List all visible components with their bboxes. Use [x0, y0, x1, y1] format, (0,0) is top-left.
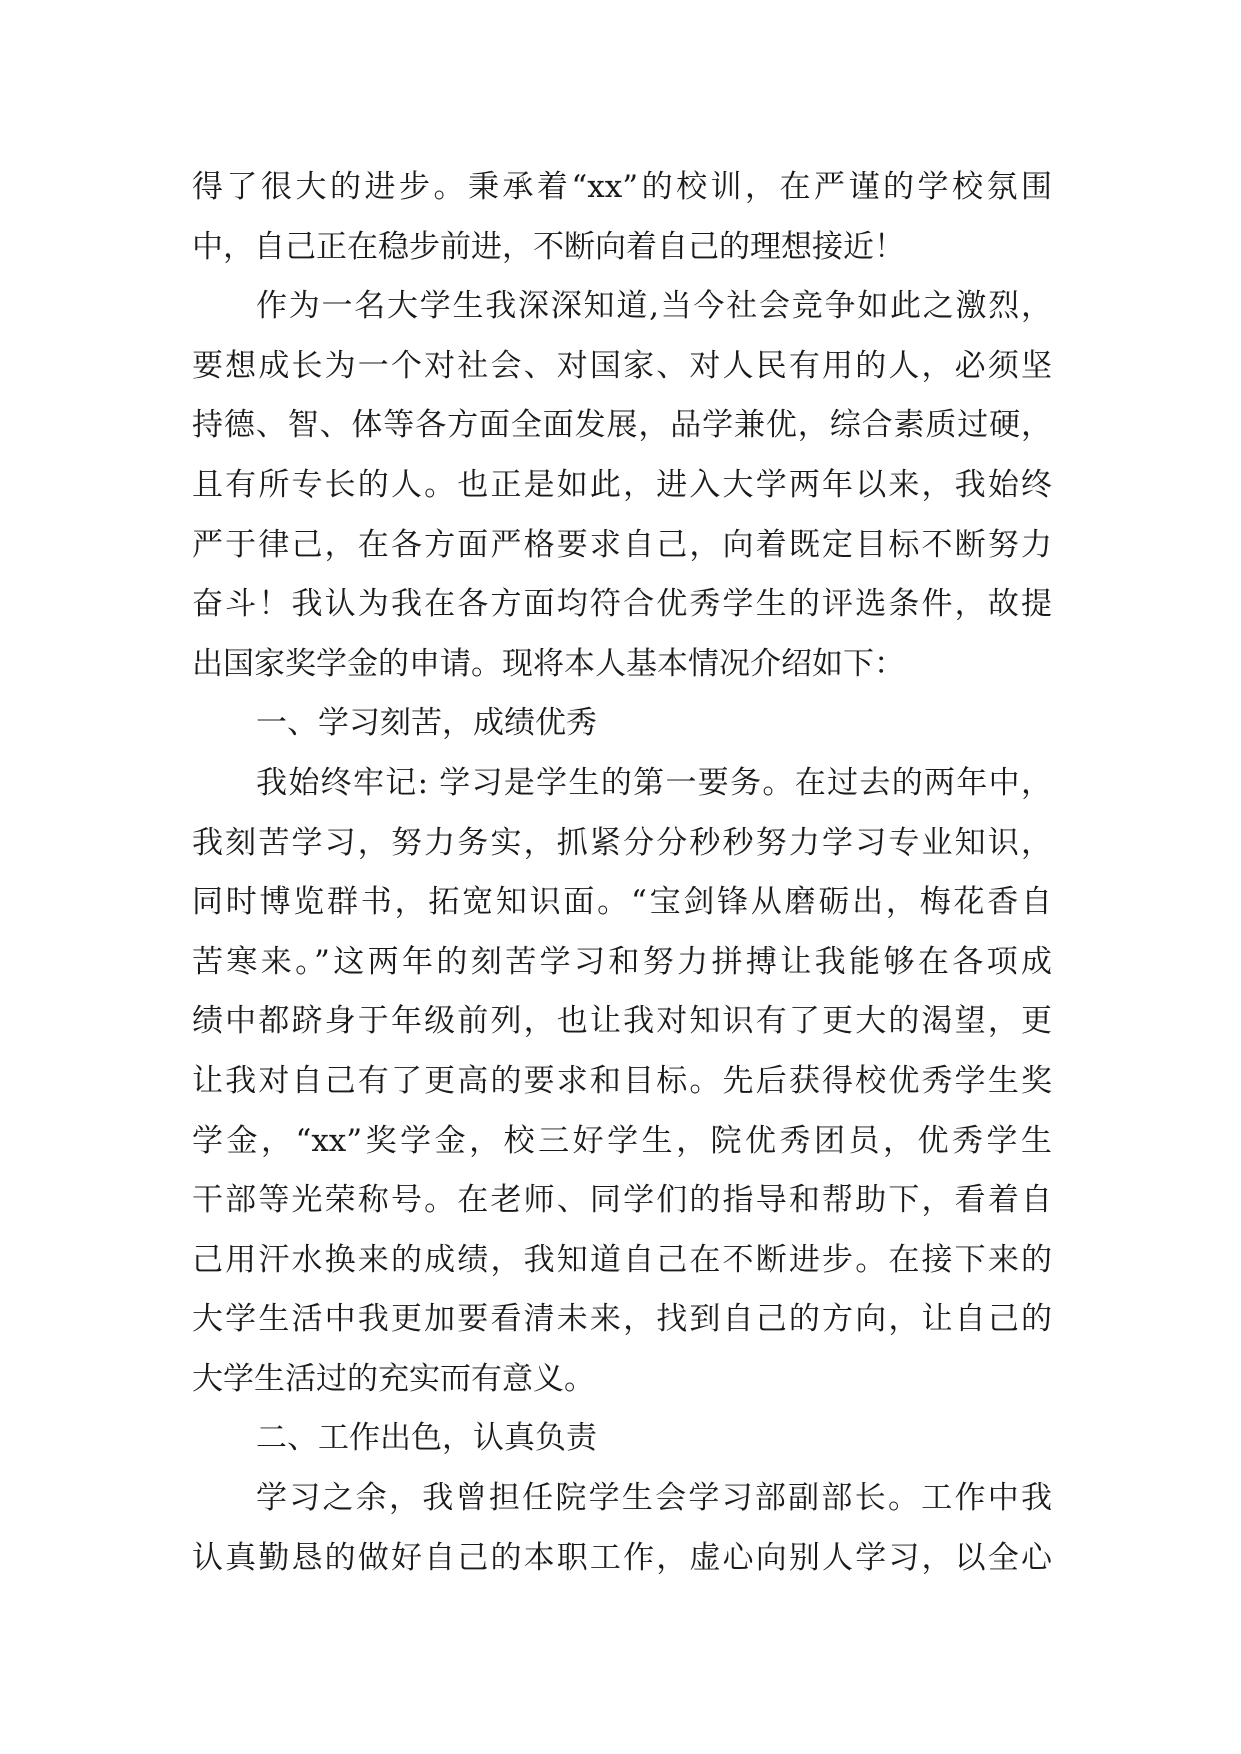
- document-body: [192, 158, 1052, 1588]
- text-line: 持德、智、体等各方面全面发展，品学兼优，综合素质过硬，: [192, 407, 1052, 444]
- text-line: 且有所专长的人。也正是如此，进入大学两年以来，我始终: [192, 466, 1052, 503]
- text-line: 我刻苦学习，努力务实，抓紧分分秒秒努力学习专业知识，: [192, 824, 1052, 861]
- text-line: 出国家奖学金的申请。现将本人基本情况介绍如下：: [192, 645, 905, 682]
- text-line: 一、学习刻苦，成绩优秀: [256, 705, 597, 742]
- text-line: 认真勤恳的做好自己的本职工作，虚心向别人学习，以全心: [192, 1539, 1052, 1576]
- text-line: 我始终牢记: 学习是学生的第一要务。在过去的两年中，: [256, 764, 1052, 801]
- text-line: 己用汗水换来的成绩，我知道自己在不断进步。在接下来的: [192, 1241, 1052, 1278]
- text-line: 干部等光荣称号。在老师、同学们的指导和帮助下，看着自: [192, 1182, 1052, 1219]
- text-line: 要想成长为一个对社会、对国家、对人民有用的人，必须坚: [192, 347, 1052, 384]
- text-line: 奋斗！我认为我在各方面均符合优秀学生的评选条件，故提: [192, 586, 1052, 623]
- text-line: 作为一名大学生我深深知道,当今社会竞争如此之激烈，: [256, 288, 1052, 325]
- text-line: 中，自己正在稳步前进，不断向着自己的理想接近！: [192, 228, 905, 265]
- text-line: 严于律己，在各方面严格要求自己，向着既定目标不断努力: [192, 526, 1052, 563]
- text-line: 大学生活过的充实而有意义。: [192, 1360, 595, 1397]
- text-line: 大学生活中我更加要看清未来，找到自己的方向，让自己的: [192, 1301, 1052, 1338]
- text-line: 同时博览群书，拓宽知识面。“宝剑锋从磨砺出，梅花香自: [192, 884, 1052, 921]
- text-line: 学习之余，我曾担任院学生会学习部副部长。工作中我: [256, 1480, 1052, 1517]
- text-line: 二、工作出色，认真负责: [256, 1420, 597, 1457]
- text-line: 让我对自己有了更高的要求和目标。先后获得校优秀学生奖: [192, 1062, 1052, 1099]
- text-line: 绩中都跻身于年级前列，也让我对知识有了更大的渴望，更: [192, 1003, 1052, 1040]
- text-line: 学金，“xx”奖学金，校三好学生，院优秀团员，优秀学生: [192, 1122, 1052, 1159]
- text-line: 得了很大的进步。秉承着“xx”的校训，在严谨的学校氛围: [192, 169, 1052, 205]
- text-line: 苦寒来。”这两年的刻苦学习和努力拼搏让我能够在各项成: [192, 943, 1052, 980]
